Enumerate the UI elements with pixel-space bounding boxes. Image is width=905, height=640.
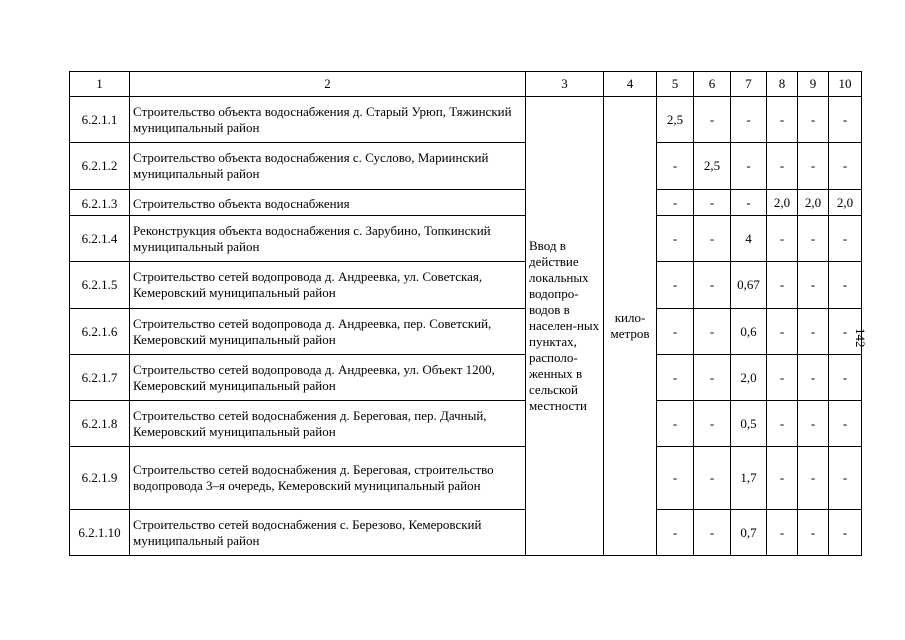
value-cell: 2,0 xyxy=(829,190,862,216)
value-cell: - xyxy=(798,216,829,262)
value-cell: - xyxy=(798,401,829,447)
header-cell: 9 xyxy=(798,72,829,97)
value-cell: - xyxy=(694,190,731,216)
value-cell: - xyxy=(657,216,694,262)
row-name: Строительство объекта водоснабжения с. Суслово, Мариинский муниципальный район xyxy=(130,143,526,190)
header-row xyxy=(70,72,862,97)
row-name: Строительство сетей водоснабжения с. Березово, Кемеровский муниципальный район xyxy=(130,510,526,556)
table-row xyxy=(70,97,862,143)
value-cell: - xyxy=(657,447,694,510)
value-cell: - xyxy=(829,309,862,355)
value-cell: - xyxy=(767,447,798,510)
value-cell: 2,0 xyxy=(798,190,829,216)
value-cell: - xyxy=(657,143,694,190)
table-row xyxy=(70,401,862,447)
row-name: Строительство сетей водопровода д. Андреевка, ул. Объект 1200, Кемеровский муниципальный район xyxy=(130,355,526,401)
header-cell: 1 xyxy=(70,72,130,97)
header-cell: 8 xyxy=(767,72,798,97)
table-row xyxy=(70,309,862,355)
row-name: Строительство объекта водоснабжения д. Старый Урюп, Тяжинский муниципальный район xyxy=(130,97,526,143)
value-cell: - xyxy=(694,447,731,510)
table-row xyxy=(70,190,862,216)
header-cell: 3 xyxy=(526,72,604,97)
row-name: Строительство сетей водоснабжения д. Береговая, пер. Дачный, Кемеровский муниципальный район xyxy=(130,401,526,447)
value-cell: - xyxy=(767,262,798,309)
table-row xyxy=(70,216,862,262)
header-cell: 6 xyxy=(694,72,731,97)
value-cell: - xyxy=(767,97,798,143)
value-cell: - xyxy=(829,401,862,447)
row-code: 6.2.1.7 xyxy=(70,355,130,401)
header-cell: 4 xyxy=(604,72,657,97)
row-code: 6.2.1.6 xyxy=(70,309,130,355)
value-cell: 0,7 xyxy=(731,510,767,556)
value-cell: - xyxy=(829,510,862,556)
table-row xyxy=(70,510,862,556)
value-cell: - xyxy=(798,510,829,556)
value-cell: - xyxy=(694,355,731,401)
value-cell: - xyxy=(694,510,731,556)
value-cell: - xyxy=(767,355,798,401)
table-row xyxy=(70,447,862,510)
value-cell: - xyxy=(767,216,798,262)
indicator-cell: Ввод в действие локальных водопро-водов в населен-ных пунктах, располо-женных в сельской местности xyxy=(526,97,604,556)
row-name: Строительство сетей водопровода д. Андреевка, пер. Советский, Кемеровский муниципальный район xyxy=(130,309,526,355)
value-cell: - xyxy=(767,309,798,355)
value-cell: - xyxy=(731,97,767,143)
value-cell: - xyxy=(798,447,829,510)
value-cell: - xyxy=(798,143,829,190)
value-cell: - xyxy=(829,447,862,510)
table-row xyxy=(70,355,862,401)
value-cell: - xyxy=(829,216,862,262)
value-cell: 0,67 xyxy=(731,262,767,309)
header-cell: 10 xyxy=(829,72,862,97)
value-cell: - xyxy=(694,401,731,447)
value-cell: - xyxy=(798,97,829,143)
value-cell: - xyxy=(767,510,798,556)
header-cell: 2 xyxy=(130,72,526,97)
table-row xyxy=(70,262,862,309)
value-cell: 0,5 xyxy=(731,401,767,447)
value-cell: - xyxy=(731,143,767,190)
value-cell: 2,0 xyxy=(767,190,798,216)
row-code: 6.2.1.2 xyxy=(70,143,130,190)
value-cell: - xyxy=(798,355,829,401)
value-cell: - xyxy=(798,262,829,309)
row-code: 6.2.1.1 xyxy=(70,97,130,143)
data-table xyxy=(69,71,862,556)
value-cell: 2,5 xyxy=(657,97,694,143)
value-cell: - xyxy=(829,143,862,190)
row-name: Строительство сетей водоснабжения д. Береговая, строительство водопровода 3–я очередь, Кемеровский муниципальный район xyxy=(130,447,526,510)
value-cell: - xyxy=(829,97,862,143)
value-cell: 4 xyxy=(731,216,767,262)
value-cell: - xyxy=(657,262,694,309)
value-cell: 1,7 xyxy=(731,447,767,510)
header-cell: 5 xyxy=(657,72,694,97)
value-cell: - xyxy=(694,97,731,143)
value-cell: - xyxy=(829,262,862,309)
value-cell: - xyxy=(694,216,731,262)
row-code: 6.2.1.9 xyxy=(70,447,130,510)
row-name: Строительство объекта водоснабжения xyxy=(130,190,526,216)
row-code: 6.2.1.5 xyxy=(70,262,130,309)
row-name: Строительство сетей водопровода д. Андреевка, ул. Советская, Кемеровский муниципальный район xyxy=(130,262,526,309)
value-cell: - xyxy=(829,355,862,401)
row-name: Реконструкция объекта водоснабжения с. Зарубино, Топкинский муниципальный район xyxy=(130,216,526,262)
row-code: 6.2.1.3 xyxy=(70,190,130,216)
value-cell: 0,6 xyxy=(731,309,767,355)
value-cell: - xyxy=(767,401,798,447)
value-cell: - xyxy=(767,143,798,190)
value-cell: - xyxy=(657,510,694,556)
value-cell: - xyxy=(657,190,694,216)
value-cell: - xyxy=(694,309,731,355)
value-cell: - xyxy=(657,355,694,401)
value-cell: - xyxy=(657,309,694,355)
value-cell: - xyxy=(731,190,767,216)
value-cell: - xyxy=(798,309,829,355)
row-code: 6.2.1.8 xyxy=(70,401,130,447)
table-row xyxy=(70,143,862,190)
page-number: 142 xyxy=(853,328,868,348)
row-code: 6.2.1.10 xyxy=(70,510,130,556)
header-cell: 7 xyxy=(731,72,767,97)
unit-cell: кило-метров xyxy=(604,97,657,556)
value-cell: 2,0 xyxy=(731,355,767,401)
value-cell: - xyxy=(657,401,694,447)
value-cell: - xyxy=(694,262,731,309)
value-cell: 2,5 xyxy=(694,143,731,190)
row-code: 6.2.1.4 xyxy=(70,216,130,262)
